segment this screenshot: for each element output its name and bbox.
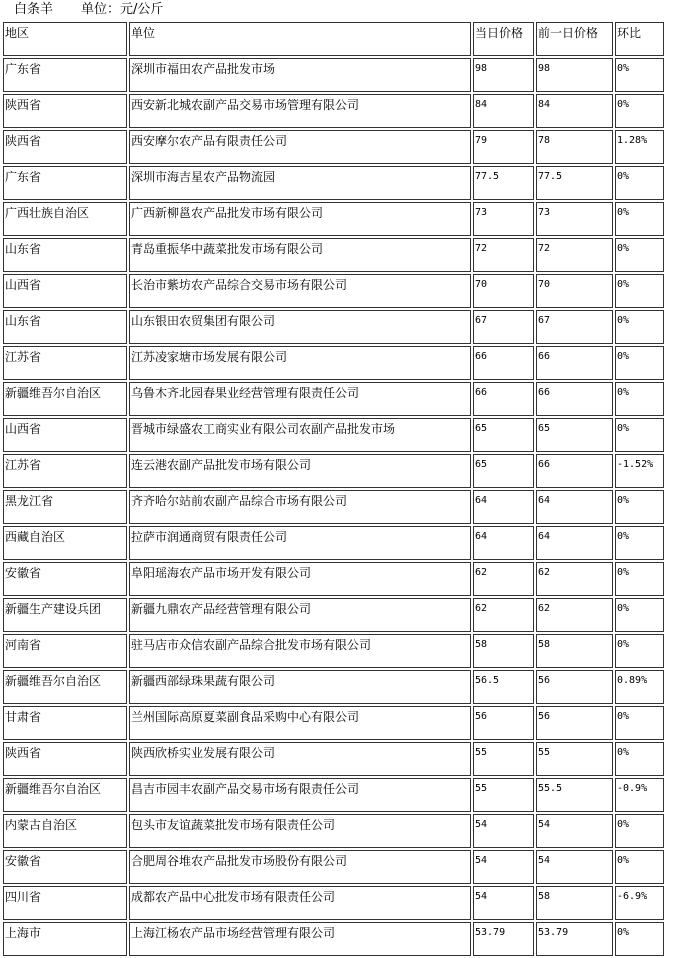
cell-prev-price: 67 (536, 310, 613, 344)
cell-region: 黑龙江省 (3, 490, 127, 524)
cell-change: 0% (615, 814, 664, 848)
cell-change: 0% (615, 94, 664, 128)
cell-change: 0% (615, 382, 664, 416)
cell-region: 甘肃省 (3, 706, 127, 740)
table-row (3, 94, 664, 128)
table-row (3, 562, 664, 596)
cell-company: 新疆西部绿珠果蔬有限公司 (129, 670, 471, 704)
cell-region: 广东省 (3, 166, 127, 200)
cell-prev-price: 64 (536, 526, 613, 560)
table-row (3, 670, 664, 704)
cell-company: 广西新柳邕农产品批发市场有限公司 (129, 202, 471, 236)
table-row (3, 490, 664, 524)
cell-change: 0% (615, 850, 664, 884)
cell-change: 0% (615, 634, 664, 668)
table-row (3, 634, 664, 668)
cell-today-price: 55 (473, 742, 534, 776)
column-header-company: 单位 (129, 22, 471, 56)
table-row (3, 742, 664, 776)
cell-today-price: 62 (473, 562, 534, 596)
table-row (3, 310, 664, 344)
cell-prev-price: 72 (536, 238, 613, 272)
cell-today-price: 98 (473, 58, 534, 92)
cell-change: 1.28% (615, 130, 664, 164)
cell-prev-price: 98 (536, 58, 613, 92)
cell-prev-price: 55 (536, 742, 613, 776)
cell-company: 拉萨市润通商贸有限责任公司 (129, 526, 471, 560)
cell-prev-price: 73 (536, 202, 613, 236)
cell-region: 江苏省 (3, 454, 127, 488)
cell-company: 昌吉市园丰农副产品交易市场有限责任公司 (129, 778, 471, 812)
cell-change: 0% (615, 310, 664, 344)
cell-prev-price: 54 (536, 850, 613, 884)
table-row (3, 382, 664, 416)
cell-prev-price: 62 (536, 562, 613, 596)
cell-region: 陕西省 (3, 94, 127, 128)
table-row (3, 166, 664, 200)
cell-region: 安徽省 (3, 562, 127, 596)
table-row (3, 850, 664, 884)
cell-change: 0% (615, 58, 664, 92)
cell-company: 齐齐哈尔站前农副产品综合市场有限公司 (129, 490, 471, 524)
table-row (3, 238, 664, 272)
cell-change: -6.9% (615, 886, 664, 920)
cell-today-price: 54 (473, 814, 534, 848)
cell-company: 深圳市福田农产品批发市场 (129, 58, 471, 92)
cell-change: 0% (615, 202, 664, 236)
table-row (3, 454, 664, 488)
cell-change: 0% (615, 490, 664, 524)
cell-region: 广西壮族自治区 (3, 202, 127, 236)
cell-today-price: 72 (473, 238, 534, 272)
table-row (3, 706, 664, 740)
cell-company: 包头市友谊蔬菜批发市场有限责任公司 (129, 814, 471, 848)
cell-company: 深圳市海吉星农产品物流园 (129, 166, 471, 200)
cell-company: 驻马店市众信农副产品综合批发市场有限公司 (129, 634, 471, 668)
cell-today-price: 64 (473, 526, 534, 560)
cell-today-price: 66 (473, 382, 534, 416)
cell-change: 0% (615, 166, 664, 200)
cell-prev-price: 53.79 (536, 922, 613, 956)
cell-region: 新疆维吾尔自治区 (3, 382, 127, 416)
cell-today-price: 62 (473, 598, 534, 632)
cell-company: 晋城市绿盛农工商实业有限公司农副产品批发市场 (129, 418, 471, 452)
cell-company: 江苏凌家塘市场发展有限公司 (129, 346, 471, 380)
cell-region: 新疆生产建设兵团 (3, 598, 127, 632)
table-caption (0, 0, 685, 20)
cell-change: 0% (615, 526, 664, 560)
table-row (3, 130, 664, 164)
cell-region: 河南省 (3, 634, 127, 668)
cell-company: 上海江杨农产品市场经营管理有限公司 (129, 922, 471, 956)
cell-today-price: 64 (473, 490, 534, 524)
cell-prev-price: 56 (536, 670, 613, 704)
table-row (3, 274, 664, 308)
cell-region: 山东省 (3, 310, 127, 344)
cell-change: 0% (615, 274, 664, 308)
cell-change: 0% (615, 742, 664, 776)
cell-region: 西藏自治区 (3, 526, 127, 560)
cell-region: 安徽省 (3, 850, 127, 884)
table-header-row (3, 22, 664, 56)
cell-company: 合肥周谷堆农产品批发市场股份有限公司 (129, 850, 471, 884)
cell-prev-price: 66 (536, 454, 613, 488)
cell-change: 0% (615, 238, 664, 272)
cell-prev-price: 56 (536, 706, 613, 740)
cell-prev-price: 55.5 (536, 778, 613, 812)
cell-change: 0% (615, 598, 664, 632)
table-row (3, 58, 664, 92)
product-name: 白条羊 (14, 2, 54, 17)
cell-region: 山西省 (3, 418, 127, 452)
table-row (3, 778, 664, 812)
table-row (3, 814, 664, 848)
cell-company: 长治市紫坊农产品综合交易市场有限公司 (129, 274, 471, 308)
cell-change: 0% (615, 706, 664, 740)
cell-prev-price: 66 (536, 346, 613, 380)
cell-region: 新疆维吾尔自治区 (3, 670, 127, 704)
cell-change: -1.52% (615, 454, 664, 488)
cell-change: 0% (615, 922, 664, 956)
cell-region: 江苏省 (3, 346, 127, 380)
cell-change: -0.9% (615, 778, 664, 812)
cell-change: 0% (615, 562, 664, 596)
cell-today-price: 70 (473, 274, 534, 308)
unit-label: 单位：元/公斤 (81, 2, 164, 17)
cell-company: 成都农产品中心批发市场有限责任公司 (129, 886, 471, 920)
cell-today-price: 53.79 (473, 922, 534, 956)
cell-prev-price: 77.5 (536, 166, 613, 200)
table-row (3, 202, 664, 236)
column-header-prev-price: 前一日价格 (536, 22, 613, 56)
cell-company: 兰州国际高原夏菜副食品采购中心有限公司 (129, 706, 471, 740)
cell-today-price: 65 (473, 418, 534, 452)
cell-company: 阜阳瑶海农产品市场开发有限公司 (129, 562, 471, 596)
cell-prev-price: 62 (536, 598, 613, 632)
cell-prev-price: 84 (536, 94, 613, 128)
cell-change: 0.89% (615, 670, 664, 704)
column-header-change: 环比 (615, 22, 664, 56)
cell-today-price: 54 (473, 850, 534, 884)
cell-today-price: 79 (473, 130, 534, 164)
price-table-body (3, 22, 664, 956)
price-table (1, 20, 666, 958)
cell-today-price: 55 (473, 778, 534, 812)
table-row (3, 598, 664, 632)
cell-prev-price: 54 (536, 814, 613, 848)
cell-prev-price: 70 (536, 274, 613, 308)
table-row (3, 886, 664, 920)
cell-region: 上海市 (3, 922, 127, 956)
cell-region: 陕西省 (3, 130, 127, 164)
cell-today-price: 56 (473, 706, 534, 740)
cell-prev-price: 65 (536, 418, 613, 452)
cell-region: 山东省 (3, 238, 127, 272)
cell-region: 新疆维吾尔自治区 (3, 778, 127, 812)
cell-prev-price: 78 (536, 130, 613, 164)
cell-company: 新疆九鼎农产品经营管理有限公司 (129, 598, 471, 632)
cell-today-price: 66 (473, 346, 534, 380)
cell-change: 0% (615, 346, 664, 380)
cell-company: 山东银田农贸集团有限公司 (129, 310, 471, 344)
cell-prev-price: 58 (536, 886, 613, 920)
cell-prev-price: 64 (536, 490, 613, 524)
cell-region: 四川省 (3, 886, 127, 920)
table-row (3, 418, 664, 452)
table-row (3, 922, 664, 956)
cell-today-price: 84 (473, 94, 534, 128)
cell-today-price: 67 (473, 310, 534, 344)
cell-today-price: 73 (473, 202, 534, 236)
cell-company: 陕西欣桥实业发展有限公司 (129, 742, 471, 776)
cell-company: 乌鲁木齐北园春果业经营管理有限责任公司 (129, 382, 471, 416)
cell-region: 内蒙古自治区 (3, 814, 127, 848)
cell-company: 连云港农副产品批发市场有限公司 (129, 454, 471, 488)
table-row (3, 346, 664, 380)
table-row (3, 526, 664, 560)
cell-region: 陕西省 (3, 742, 127, 776)
cell-company: 青岛重振华中蔬菜批发市场有限公司 (129, 238, 471, 272)
cell-region: 山西省 (3, 274, 127, 308)
cell-today-price: 58 (473, 634, 534, 668)
cell-prev-price: 58 (536, 634, 613, 668)
cell-prev-price: 66 (536, 382, 613, 416)
cell-today-price: 56.5 (473, 670, 534, 704)
column-header-region: 地区 (3, 22, 127, 56)
cell-company: 西安新北城农副产品交易市场管理有限公司 (129, 94, 471, 128)
cell-today-price: 54 (473, 886, 534, 920)
cell-change: 0% (615, 418, 664, 452)
cell-today-price: 77.5 (473, 166, 534, 200)
cell-today-price: 65 (473, 454, 534, 488)
cell-company: 西安摩尔农产品有限责任公司 (129, 130, 471, 164)
cell-region: 广东省 (3, 58, 127, 92)
column-header-today-price: 当日价格 (473, 22, 534, 56)
